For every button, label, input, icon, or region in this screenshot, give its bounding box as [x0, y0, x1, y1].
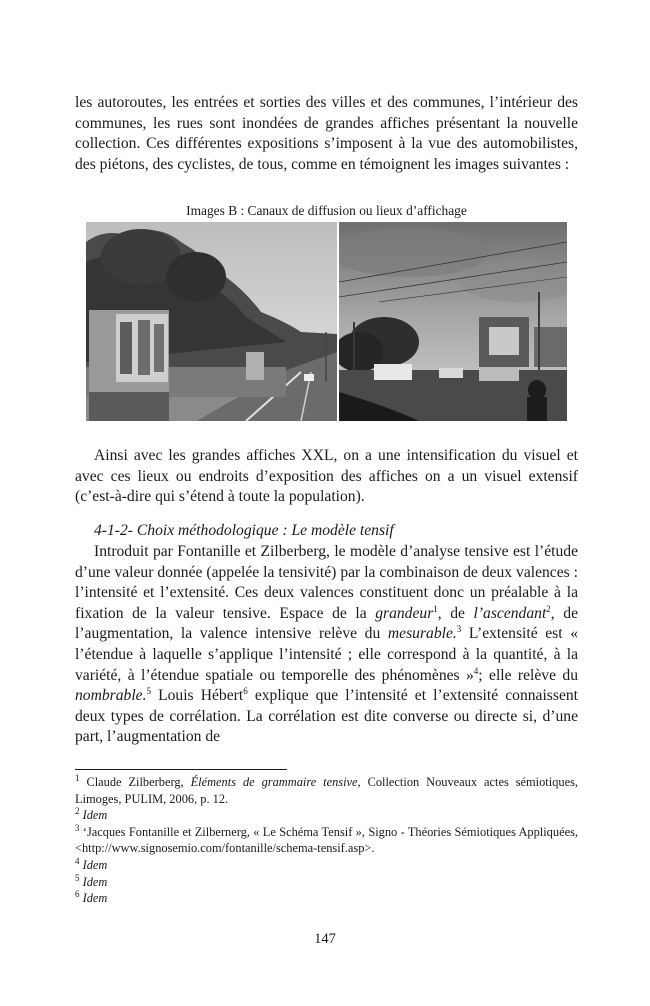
footnote-ref[interactable]: 3 [456, 624, 462, 635]
footnotes [75, 774, 578, 907]
footnote-ref[interactable]: 5 [146, 685, 151, 696]
footnote-ref[interactable]: 1 [433, 603, 438, 614]
footnote-ref[interactable]: 2 [546, 603, 551, 614]
footnote-ref[interactable]: 6 [243, 685, 248, 696]
page-number: 147 [314, 931, 336, 947]
xxl-paragraph-text: Ainsi avec les grandes affiches XXL, on a une intensification du visuel et avec ces lieux ou endroits d’exposition des affiches on a un visuel extensif (c’est-à-dire qui s’étend à toute la population). [75, 447, 578, 506]
section-heading: 4-1-2- Choix méthodologique : Le modèle tensif [94, 522, 394, 539]
footnote-divider [75, 769, 287, 770]
xxl-paragraph [75, 446, 578, 508]
footnote-4: $^4$ Idem [75, 855, 108, 872]
intro-paragraph [75, 93, 578, 175]
footnote-2: $^2$ Idem [75, 806, 108, 823]
footnote-3: $^3$ ‘Jacques Fontanille et Zilbernerg, « Le Schéma Tensif », Signo - Théories Sémiotiques Appliquées, <http://www.signosemio.com/fontanille/schema-tensif.asp>. [75, 822, 578, 856]
highway-billboard-photo [86, 222, 337, 421]
billboard-photos-figure [86, 222, 567, 421]
footnote-6: $^6$ Idem [75, 889, 108, 906]
tensive-model-paragraph [75, 542, 578, 748]
tensive-model-text: Introduit par Fontanille et Zilberberg, le modèle d’analyse tensive est l’étude d’une valeur donnée (appelée la tensivité) par la combinaison de deux valences : l’intensité et l’extensité. Ces deux valences constituent donc un préalable à la fixation de la valeur tensive. Espace de la grandeur$^1$, de l’ascendant$^2$, de l’augmentation, la valence intensive relève du mesurable.$^3$ L’extensité est « l’étendue à laquelle s’applique l’intensité ; elle correspond à la quantité, à la variété, à l’étendue spatiale ou temporelle des phénomènes »$^4$; elle relève du nombrable.$^5$ Louis Hébert$^6$ explique que l’intensité et l’extensité connaissent deux types de corrélation. La corrélation est dite converse ou directe si, d’une part, l’augmentation de [75, 543, 578, 746]
footnote-1: $^1$ Claude Zilberberg, Éléments de grammaire tensive, Collection Nouveaux actes sémiotiques, Limoges, PULIM, 2006, p. 12. [75, 772, 579, 806]
footnote-5: $^5$ Idem [75, 872, 108, 889]
intro-paragraph-text: les autoroutes, les entrées et sorties des villes et des communes, l’intérieur des communes, les rues sont inondées de grandes affiches présentant la nouvelle collection. Ces différentes expositions s’imposent à la vue des automobilistes, des piétons, des cyclistes, de tous, comme en témoignent les images suivantes : [75, 94, 578, 173]
street-billboard-photo [339, 222, 567, 421]
footnote-ref[interactable]: 4 [473, 665, 479, 676]
figure-caption: Images B : Canaux de diffusion ou lieux d’affichage [186, 203, 467, 218]
